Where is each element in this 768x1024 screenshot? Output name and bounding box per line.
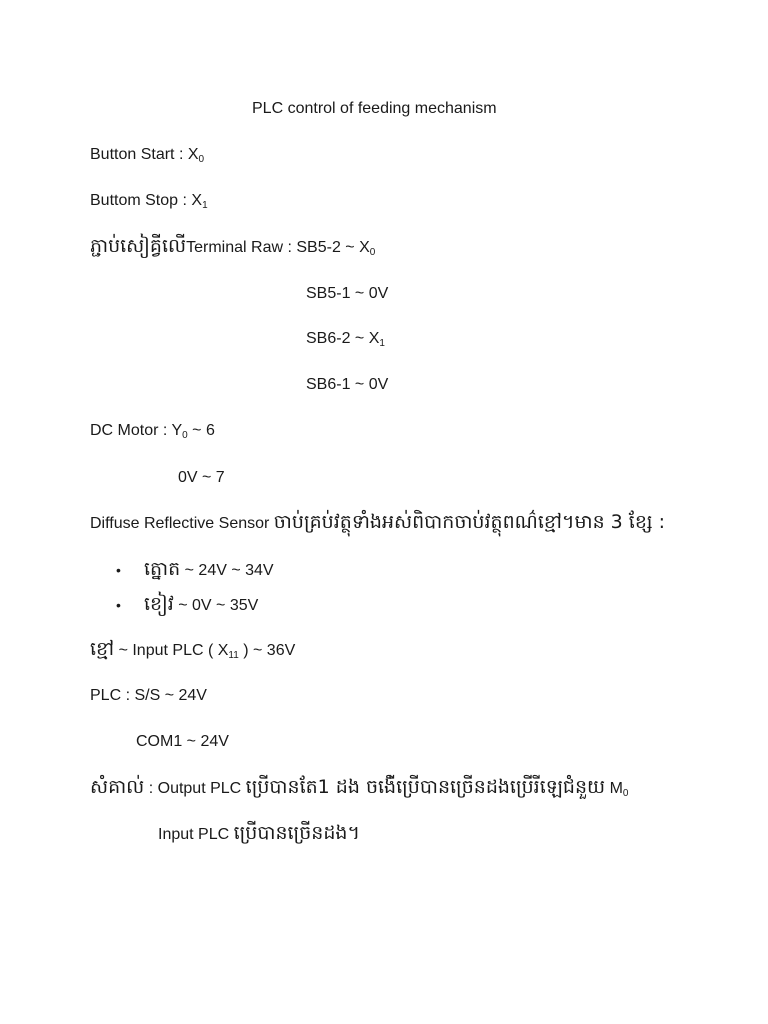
- button-stop-sub: 1: [202, 200, 208, 211]
- terminal-row-text: SB5-1 ~ 0V: [306, 285, 389, 302]
- note-m-label: M: [605, 780, 623, 797]
- terminal-sub: 0: [369, 247, 376, 258]
- motor-label: DC Motor : Y: [90, 422, 183, 439]
- title-text: PLC control of feeding mechanism: [252, 100, 497, 117]
- note-line-2-khmer: ប្រើបានច្រើនដង។: [233, 822, 360, 844]
- black-wire-khmer: ខ្មៅ: [90, 638, 115, 660]
- bullet-dot-icon: •: [116, 562, 121, 578]
- sensor-bullet: [116, 594, 258, 616]
- bullet-text: ~ 0V ~ 35V: [173, 597, 259, 614]
- terminal-row-text: SB6-1 ~ 0V: [306, 376, 389, 393]
- plc-line-1-text: PLC : S/S ~ 24V: [90, 687, 207, 704]
- button-stop-line: [90, 191, 208, 211]
- bullet-dot-icon: •: [116, 597, 121, 613]
- note-m-sub: 0: [622, 788, 629, 799]
- motor-second-line: [178, 468, 225, 488]
- terminal-row: [306, 375, 388, 395]
- bullet-khmer: ខៀវ: [144, 593, 174, 615]
- sensor-label: Diffuse Reflective Sensor: [90, 515, 274, 532]
- terminal-row-sub: 1: [379, 338, 385, 349]
- plc-line-2: [136, 732, 229, 752]
- note-line-2: [158, 823, 360, 845]
- button-start-sub: 0: [198, 154, 205, 165]
- motor-sub: 0: [182, 430, 188, 441]
- button-stop-label: Buttom Stop : X: [90, 192, 203, 209]
- page-title: [252, 99, 497, 119]
- terminal-line: [90, 236, 375, 258]
- button-start-label: Button Start : X: [90, 146, 199, 163]
- sensor-line: [90, 512, 665, 534]
- bullet-khmer: ត្នោត: [144, 558, 181, 580]
- motor-second-text: 0V ~ 7: [178, 469, 225, 486]
- button-start-line: [90, 145, 204, 165]
- plc-line-1: [90, 686, 207, 706]
- black-wire-sub: 11: [228, 650, 239, 661]
- sensor-khmer: ចាប់គ្រប់វត្ថុទាំងអស់ពិបាកចាប់វត្ថុពណ៌ខ្មៅ។មាន 3 ខ្សែ :: [273, 511, 665, 533]
- terminal-khmer-prefix: ភ្ជាប់សៀគ្វីលើ: [90, 235, 187, 257]
- terminal-row: [306, 284, 388, 304]
- black-wire-suffix: ) ~ 36V: [238, 642, 296, 659]
- motor-line: [90, 421, 215, 441]
- note-text: : Output PLC: [144, 780, 246, 797]
- bullet-text: ~ 24V ~ 34V: [180, 562, 274, 579]
- terminal-row: [306, 329, 385, 349]
- sensor-bullet: [116, 559, 274, 581]
- note-khmer-text: ប្រើបានតែ1 ដង ចង់ើប្រើបានច្រើនដងប្រើរីឡេជំនួយ: [245, 776, 606, 798]
- note-khmer-label: សំគាល់: [90, 776, 145, 798]
- terminal-row-text: SB6-2 ~ X: [306, 330, 380, 347]
- plc-line-2-text: COM1 ~ 24V: [136, 733, 229, 750]
- motor-suffix: ~ 6: [187, 422, 215, 439]
- black-wire-line: [90, 639, 295, 661]
- note-line-2-text: Input PLC: [158, 826, 234, 843]
- terminal-label: Terminal Raw : SB5-2 ~ X: [186, 239, 370, 256]
- black-wire-text: ~ Input PLC ( X: [114, 642, 229, 659]
- note-line: [90, 777, 628, 799]
